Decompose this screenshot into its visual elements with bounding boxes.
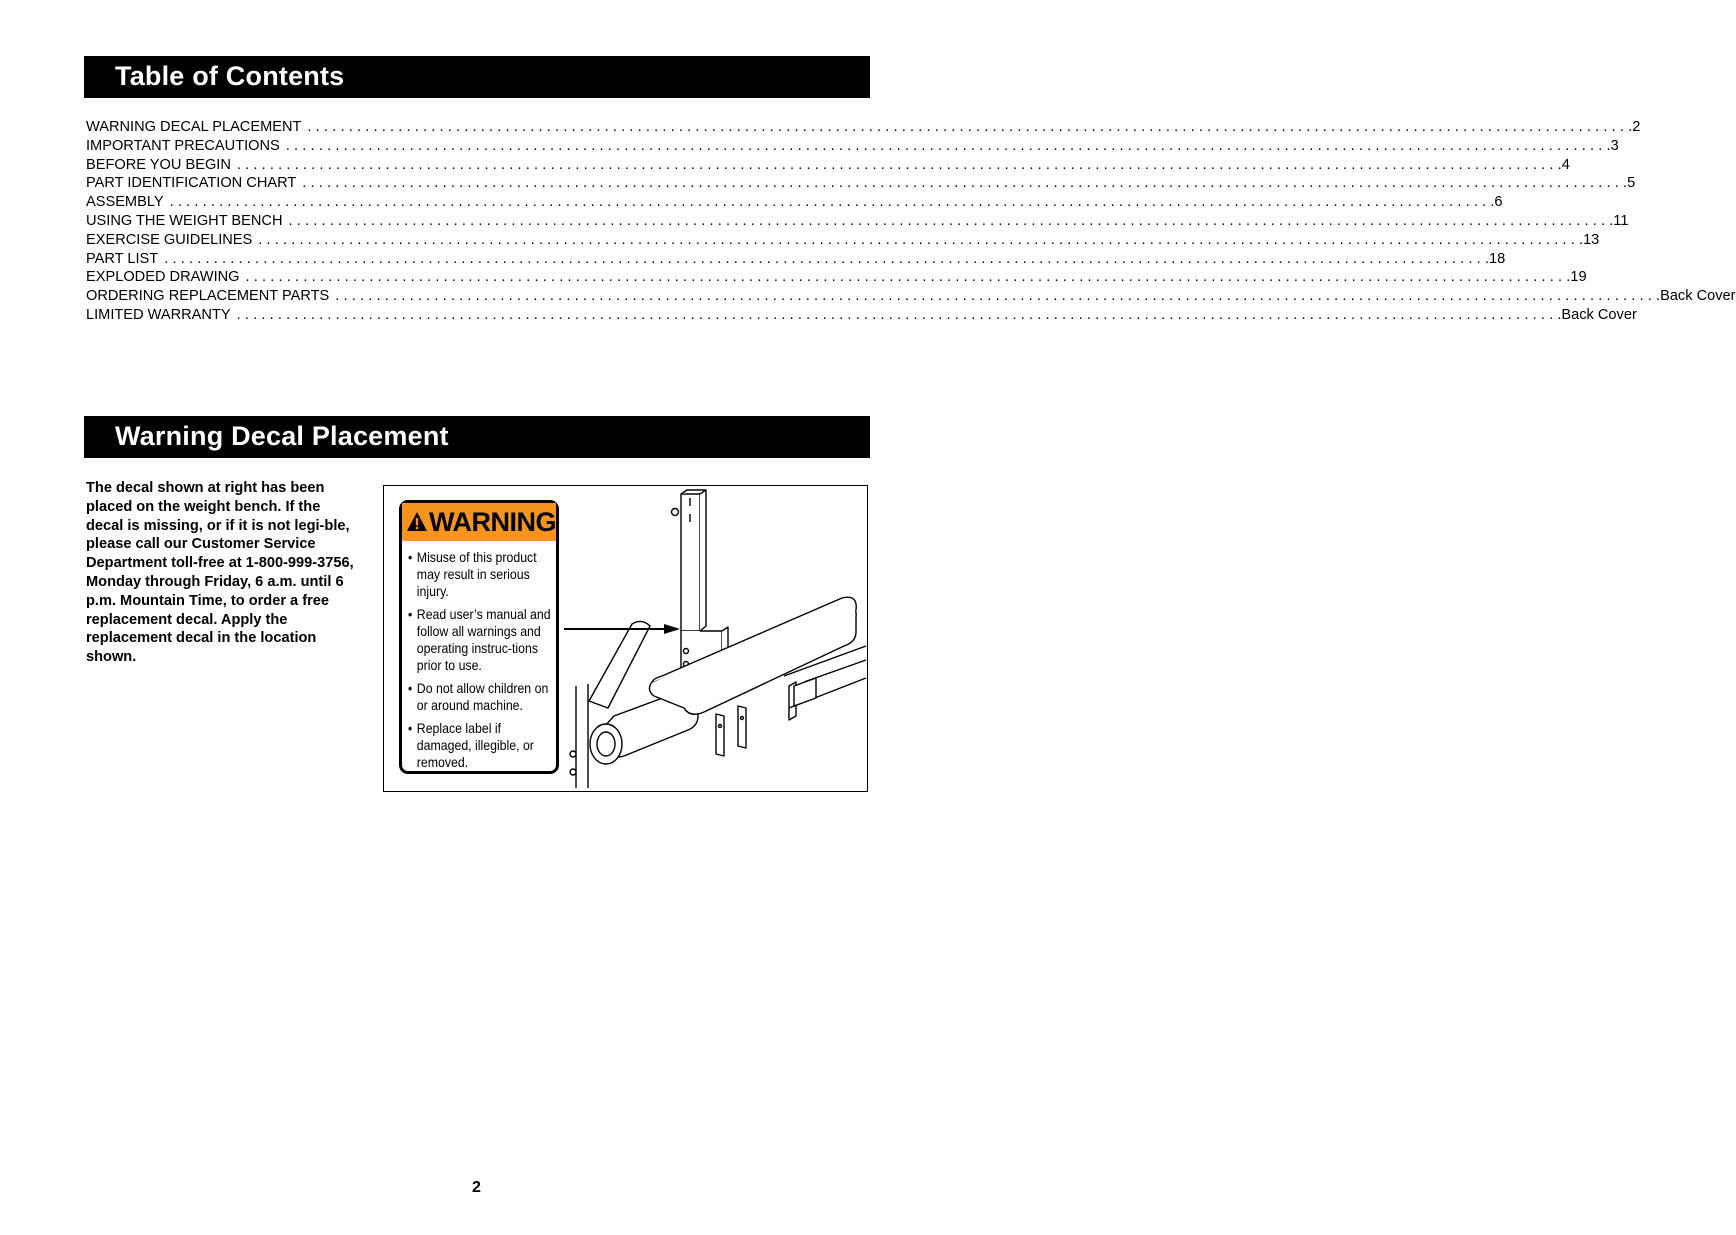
toc-leader: ................................................................................................................................................................ bbox=[164, 250, 1485, 267]
toc-entry-page: .11 bbox=[1609, 212, 1629, 229]
toc-entry bbox=[86, 156, 1570, 175]
warning-section-title: Warning Decal Placement bbox=[115, 421, 449, 451]
toc-entry-title: BEFORE YOU BEGIN bbox=[86, 156, 231, 173]
toc-leader: ................................................................................................................................................................ bbox=[258, 231, 1580, 248]
toc-entry-title: ASSEMBLY bbox=[86, 194, 164, 211]
toc-leader: ................................................................................................................................................................ bbox=[245, 269, 1567, 286]
decal-warning-item: • Replace label if damaged, illegible, or removed. bbox=[408, 720, 556, 771]
toc-entry bbox=[86, 287, 1736, 306]
toc-entry-page: .Back Cover bbox=[1557, 306, 1637, 323]
toc-entry-title: ORDERING REPLACEMENT PARTS bbox=[86, 288, 330, 305]
toc-entry-title: EXERCISE GUIDELINES bbox=[86, 231, 253, 248]
toc-entry-page: .Back Cover bbox=[1656, 288, 1736, 305]
toc-banner bbox=[84, 56, 870, 98]
decal-warning-item: • Read user’s manual and follow all warnings and operating instruc-tions prior to use. bbox=[408, 606, 556, 674]
toc-entry bbox=[86, 212, 1629, 231]
toc-leader: ................................................................................................................................................................ bbox=[288, 212, 1610, 229]
decal-placement-figure bbox=[383, 485, 868, 792]
decal-warning-item: • Do not allow children on or around machine. bbox=[408, 680, 556, 714]
toc-leader: ................................................................................................................................................................ bbox=[302, 175, 1624, 192]
toc-entry-page: .3 bbox=[1606, 137, 1619, 154]
toc-entry-title: IMPORTANT PRECAUTIONS bbox=[86, 137, 280, 154]
toc-entry-page: .19 bbox=[1566, 269, 1587, 286]
toc-leader: ................................................................................................................................................................ bbox=[169, 194, 1491, 211]
toc-leader: ................................................................................................................................................................ bbox=[236, 156, 1558, 173]
toc-entry-title: PART IDENTIFICATION CHART bbox=[86, 175, 297, 192]
toc-entry bbox=[86, 137, 1619, 156]
toc-entry bbox=[86, 231, 1600, 250]
toc-leader: ................................................................................................................................................................ bbox=[236, 306, 1558, 323]
decal-heading: WARNING bbox=[429, 506, 556, 537]
decal-header bbox=[402, 503, 556, 541]
toc-entry-title: WARNING DECAL PLACEMENT bbox=[86, 119, 302, 135]
decal-instructions: The decal shown at right has been placed on the weight bench. If the decal is missing, or if it is not legi-ble, please call our Customer Service Department toll-free at 1-800-999-3756, Monday through Friday, 6 a.m. until 6 p.m. Mountain Time, to order a free replacement decal. Apply the replacement decal in the location shown. bbox=[86, 480, 354, 666]
toc-entry-title: EXPLODED DRAWING bbox=[86, 269, 240, 286]
decal-warning-list bbox=[402, 549, 556, 771]
toc-entry bbox=[86, 193, 1503, 212]
toc-entry-page: .13 bbox=[1579, 231, 1600, 248]
toc-list bbox=[86, 118, 1736, 325]
warning-decal bbox=[399, 500, 559, 774]
toc-entry bbox=[86, 118, 1641, 137]
toc-entry-title: LIMITED WARRANTY bbox=[86, 306, 231, 323]
toc-leader: ................................................................................................................................................................ bbox=[335, 288, 1657, 305]
toc-entry bbox=[86, 250, 1506, 269]
decal-warning-item: • Misuse of this product may result in serious injury. bbox=[408, 549, 556, 600]
toc-entry-page: .18 bbox=[1484, 250, 1506, 267]
toc-title: Table of Contents bbox=[115, 61, 345, 91]
toc-leader: ................................................................................................................................................................ bbox=[285, 137, 1607, 154]
toc-entry-page: .6 bbox=[1490, 194, 1503, 211]
toc-entry-page: .2 bbox=[1628, 119, 1641, 135]
warning-section-banner bbox=[84, 416, 870, 458]
toc-leader: ................................................................................................................................................................ bbox=[307, 119, 1629, 135]
toc-entry-title: USING THE WEIGHT BENCH bbox=[86, 212, 283, 229]
toc-entry bbox=[86, 268, 1587, 287]
toc-entry-title: PART LIST bbox=[86, 250, 159, 267]
toc-entry-page: .5 bbox=[1623, 175, 1636, 192]
page-number: 2 bbox=[472, 1179, 481, 1196]
toc-entry-page: .4 bbox=[1557, 156, 1570, 173]
toc-entry bbox=[86, 174, 1636, 193]
toc-entry bbox=[86, 306, 1637, 325]
warning-triangle-icon bbox=[406, 511, 428, 533]
